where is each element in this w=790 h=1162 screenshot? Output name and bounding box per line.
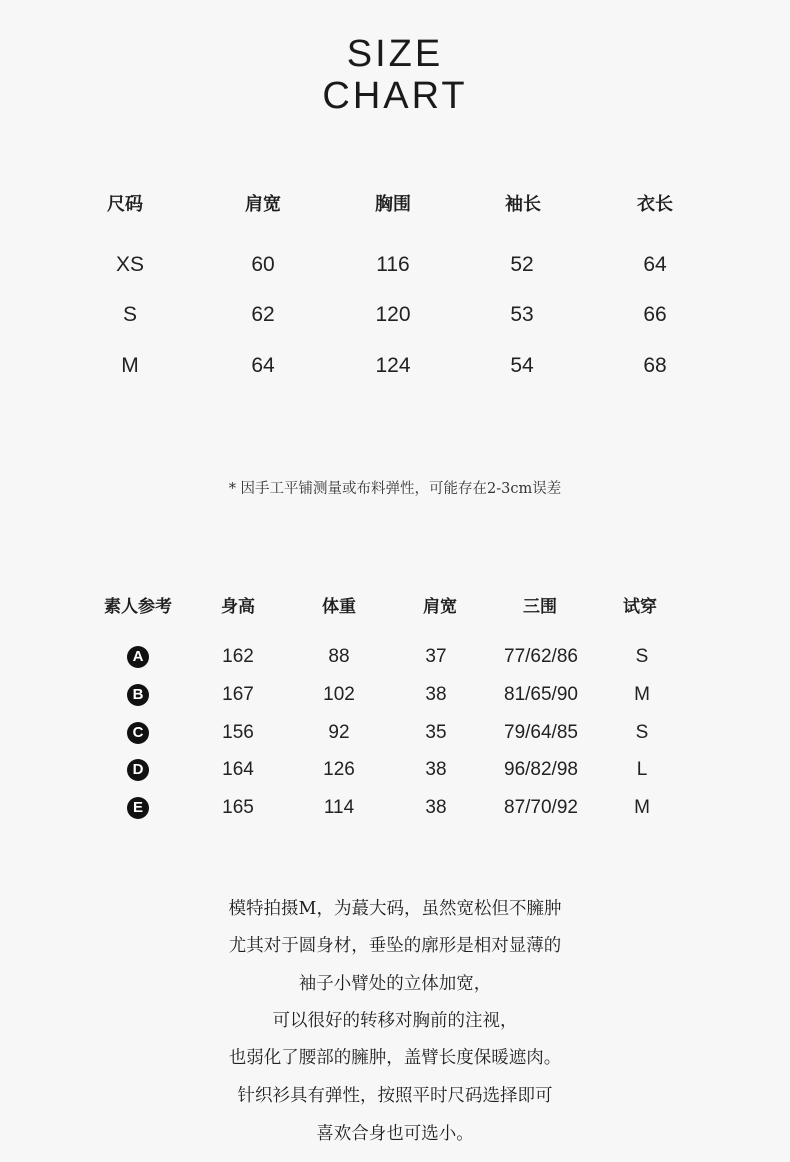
size-cell: 64 — [643, 253, 667, 276]
size-header-size: 尺码 — [107, 194, 143, 215]
model-cell: 77/62/86 — [504, 646, 578, 667]
model-cell: 167 — [222, 684, 254, 705]
size-header-length: 衣长 — [637, 194, 673, 215]
size-cell: S — [122, 303, 137, 326]
model-cell: 164 — [222, 759, 254, 780]
size-header-sleeve: 袖长 — [505, 194, 541, 215]
model-cell: 156 — [222, 722, 254, 743]
model-cell: 79/64/85 — [504, 722, 578, 743]
model-cell: 38 — [425, 797, 447, 818]
size-cell: 53 — [510, 303, 534, 326]
size-cell: 68 — [643, 354, 667, 377]
model-header-measurements: 三围 — [523, 597, 557, 617]
model-cell: 126 — [323, 759, 355, 780]
size-cell: 54 — [510, 354, 534, 377]
size-cell: 66 — [643, 303, 667, 326]
model-badge: C — [127, 722, 149, 744]
model-cell: S — [635, 722, 649, 743]
size-cell: 60 — [251, 253, 275, 276]
size-cell: 116 — [376, 253, 410, 276]
model-cell: 92 — [328, 722, 350, 743]
size-cell: 120 — [375, 303, 411, 326]
model-cell: M — [634, 797, 650, 818]
measurement-note: * 因手工平铺测量或布料弹性，可能存在2-3cm误差 — [228, 481, 562, 497]
description-line: 袖子小臂处的立体加宽， — [298, 974, 492, 994]
size-cell: 64 — [251, 354, 275, 377]
model-badge: E — [127, 797, 149, 819]
model-header-height: 身高 — [221, 597, 255, 617]
description-line: 也弱化了腰部的臃肿，盖臂长度保暖遮肉。 — [228, 1048, 562, 1068]
size-header-shoulder: 肩宽 — [245, 194, 281, 215]
model-cell: 37 — [425, 646, 447, 667]
model-cell: 162 — [222, 646, 254, 667]
model-header-tried-size: 试穿 — [623, 597, 657, 617]
model-badge: B — [127, 684, 149, 706]
model-cell: M — [634, 684, 650, 705]
model-cell: 102 — [323, 684, 355, 705]
model-header-model: 素人参考 — [104, 597, 172, 617]
model-cell: 38 — [425, 684, 447, 705]
size-cell: 62 — [251, 303, 275, 326]
size-header-chest: 胸围 — [375, 194, 411, 215]
description-line: 针织衫具有弹性，按照平时尺码选择即可 — [237, 1086, 553, 1106]
model-cell: 165 — [222, 797, 254, 818]
model-header-shoulder: 肩宽 — [423, 597, 457, 617]
model-cell: 38 — [425, 759, 447, 780]
description-line: 可以很好的转移对胸前的注视， — [272, 1011, 518, 1031]
model-cell: 88 — [328, 646, 350, 667]
model-cell: S — [635, 646, 649, 667]
size-cell: XS — [115, 253, 144, 276]
model-badge: D — [127, 759, 149, 781]
model-cell: L — [636, 759, 648, 780]
model-badge: A — [127, 646, 149, 668]
size-cell: 124 — [375, 354, 411, 377]
model-cell: 96/82/98 — [504, 759, 578, 780]
model-header-weight: 体重 — [322, 597, 356, 617]
title-line-2: CHART — [322, 75, 468, 117]
model-cell: 35 — [425, 722, 447, 743]
model-cell: 114 — [323, 797, 355, 818]
description-line: 模特拍摄M，为蕞大码，虽然宽松但不臃肿 — [228, 899, 562, 919]
description-line: 喜欢合身也可选小。 — [316, 1124, 474, 1144]
model-cell: 81/65/90 — [504, 684, 578, 705]
size-cell: 52 — [510, 253, 534, 276]
model-cell: 87/70/92 — [504, 797, 578, 818]
size-cell: M — [121, 354, 139, 377]
description-line: 尤其对于圆身材，垂坠的廓形是相对显薄的 — [228, 936, 562, 956]
title-line-1: SIZE — [346, 33, 444, 75]
